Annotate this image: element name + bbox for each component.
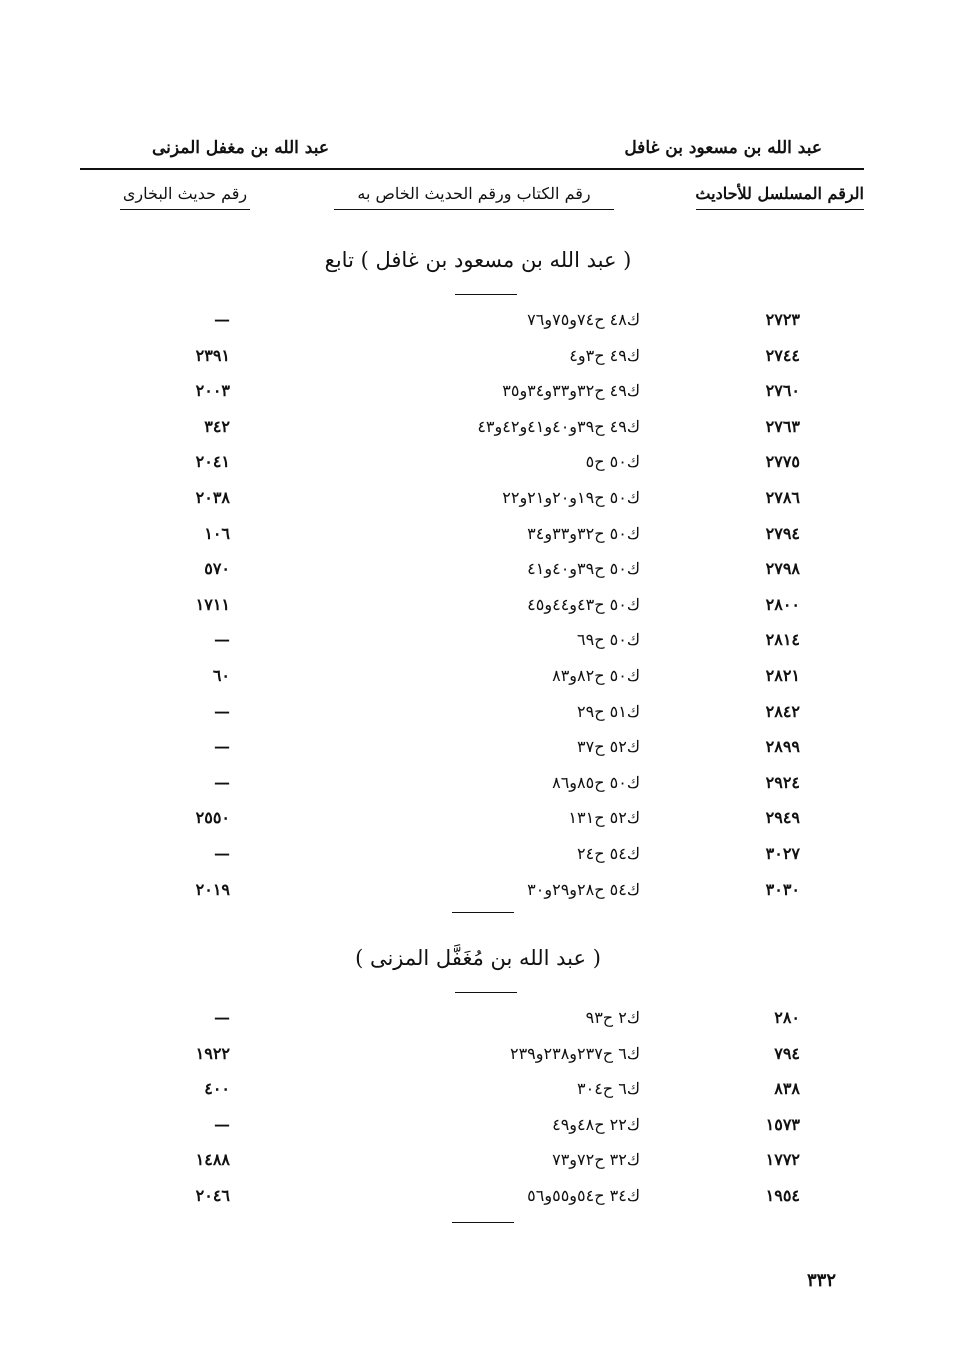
column-header-serial: الرقم المسلسل للأحاديث [696, 184, 864, 210]
book-cell: ك٤٨ ح٧٤و٧٥و٧٦ [527, 310, 640, 329]
bukhari-cell: ٤٠٠ [204, 1079, 230, 1099]
section-end-rule [452, 1222, 514, 1223]
book-cell: ك٤٩ ح٣٢و٣٣و٣٤و٣٥ [502, 381, 640, 401]
bukhari-cell: ٢٠٤٦ [195, 1186, 230, 1205]
table-row [0, 630, 956, 662]
bukhari-cell: — [214, 1114, 230, 1134]
bukhari-cell: ١٩٢٢ [195, 1043, 230, 1063]
table-row [0, 1044, 956, 1076]
table-row [0, 844, 956, 876]
bukhari-cell: — [214, 630, 230, 650]
serial-cell: ٢٨٤٢ [765, 701, 800, 721]
table-row [0, 666, 956, 698]
book-cell: ك٥١ ح٢٩ [577, 701, 640, 721]
table-row [0, 417, 956, 449]
serial-cell: ١٧٧٢ [765, 1150, 800, 1170]
book-cell: ك٤٩ ح٣٩و٤٠و٤١و٤٢و٤٣ [477, 416, 640, 436]
section-title-rule [455, 992, 517, 993]
serial-cell: ٢٩٢٤ [765, 772, 800, 792]
bukhari-cell: ٢٣٩١ [195, 345, 230, 365]
serial-cell: ٧٩٤ [774, 1043, 800, 1063]
bukhari-cell: ٥٧٠ [204, 559, 230, 579]
book-cell: ك٥٢ ح١٣١ [568, 808, 640, 828]
table-row [0, 737, 956, 769]
section-title-rule [455, 294, 517, 295]
table-row [0, 595, 956, 627]
book-cell: ك٦ ح٢٣٧و٢٣٨و٢٣٩ [509, 1043, 640, 1063]
table-row [0, 702, 956, 734]
serial-cell: ٢٨٠ [774, 1008, 800, 1027]
book-cell: ك٢ ح٩٣ [585, 1008, 640, 1027]
book-cell: ك٥٠ ح٥ [585, 452, 640, 472]
bukhari-cell: ٢٠٤١ [195, 452, 230, 472]
book-cell: ك٥٠ ح٦٩ [577, 630, 640, 650]
serial-cell: ٢٧٨٦ [765, 488, 800, 507]
bukhari-cell: ٢٠٣٨ [195, 488, 230, 507]
serial-cell: ٢٧٧٥ [765, 452, 800, 472]
bukhari-cell: — [214, 737, 230, 757]
serial-cell: ١٩٥٤ [765, 1186, 800, 1205]
book-cell: ك٥٠ ح٣٢و٣٣و٣٤ [527, 523, 640, 543]
section-title-ibn-mughaffal: ( عبد الله بن مُغَفَّل المزنى ) [355, 946, 601, 970]
serial-cell: ١٥٧٣ [765, 1114, 800, 1134]
serial-cell: ٢٨٠٠ [765, 594, 800, 614]
book-cell: ك٥٠ ح١٩و٢٠و٢١و٢٢ [502, 488, 640, 507]
book-cell: ك٥٢ ح٣٧ [577, 737, 640, 757]
bukhari-cell: ١٠٦ [204, 523, 230, 543]
bukhari-cell: ٢٥٥٠ [195, 808, 230, 828]
book-cell: ك٥٠ ح٤٣و٤٤و٤٥ [527, 594, 640, 614]
table-row [0, 524, 956, 556]
book-cell: ك٢٢ ح٤٨و٤٩ [552, 1114, 640, 1134]
book-cell: ك٣٤ ح٥٤و٥٥و٥٦ [527, 1186, 640, 1205]
page-number: ٣٣٢ [806, 1270, 836, 1291]
column-header-book: رقم الكتاب ورقم الحديث الخاص به [334, 184, 614, 210]
serial-cell: ٢٧٢٣ [765, 310, 800, 329]
serial-cell: ٣٠٢٧ [765, 844, 800, 863]
table-row [0, 1115, 956, 1147]
table-row [0, 310, 956, 342]
section-title-ibn-masud: ( عبد الله بن مسعود بن غافل ) تابع [324, 248, 632, 272]
header-rule [80, 168, 864, 170]
serial-cell: ٢٩٤٩ [765, 808, 800, 828]
table-row [0, 1150, 956, 1182]
table-row [0, 1186, 956, 1218]
table-row [0, 488, 956, 520]
book-cell: ك٦ ح٣٠٤ [577, 1079, 640, 1099]
bukhari-cell: ٦٠ [212, 666, 230, 685]
serial-cell: ٢٨٩٩ [765, 737, 800, 757]
bukhari-cell: ٣٤٢ [204, 416, 230, 436]
bukhari-cell: — [214, 701, 230, 721]
serial-cell: ٢٧٦٣ [765, 416, 800, 436]
book-cell: ك٤٩ ح٣و٤ [569, 345, 640, 365]
book-cell: ك٥٠ ح٣٩و٤٠و٤١ [527, 559, 640, 579]
serial-cell: ٢٧٦٠ [765, 381, 800, 401]
bukhari-cell: ٢٠٠٣ [195, 381, 230, 401]
book-cell: ك٣٢ ح٧٢و٧٣ [552, 1150, 640, 1170]
bukhari-cell: — [214, 772, 230, 792]
serial-cell: ٣٠٣٠ [765, 879, 800, 899]
table-row [0, 880, 956, 912]
bukhari-cell: ٢٠١٩ [195, 879, 230, 899]
serial-cell: ٨٣٨ [774, 1079, 800, 1099]
serial-cell: ٢٨٢١ [765, 666, 800, 685]
book-cell: ك٥٤ ح٢٨و٢٩و٣٠ [527, 879, 640, 899]
running-header-left: عبد الله بن مغفل المزنى [152, 138, 329, 158]
table-row [0, 773, 956, 805]
table-row [0, 1079, 956, 1111]
serial-cell: ٢٧٩٨ [765, 559, 800, 579]
bukhari-cell: — [214, 310, 230, 329]
table-row [0, 452, 956, 484]
table-row [0, 1008, 956, 1040]
book-cell: ك٥٠ ح٨٢و٨٣ [552, 666, 640, 685]
serial-cell: ٢٨١٤ [765, 630, 800, 650]
table-row [0, 559, 956, 591]
table-row [0, 381, 956, 413]
section-end-rule [452, 912, 514, 913]
bukhari-cell: ١٧١١ [195, 594, 230, 614]
book-cell: ك٥٠ ح٨٥و٨٦ [552, 772, 640, 792]
bukhari-cell: ١٤٨٨ [195, 1150, 230, 1170]
table-row [0, 346, 956, 378]
serial-cell: ٢٧٩٤ [765, 523, 800, 543]
bukhari-cell: — [214, 1008, 230, 1027]
table-row [0, 808, 956, 840]
book-cell: ك٥٤ ح٢٤ [577, 844, 640, 863]
column-header-bukhari: رقم حديث البخارى [120, 184, 250, 210]
bukhari-cell: — [214, 844, 230, 863]
serial-cell: ٢٧٤٤ [765, 345, 800, 365]
running-header-right: عبد الله بن مسعود بن غافل [624, 138, 822, 158]
